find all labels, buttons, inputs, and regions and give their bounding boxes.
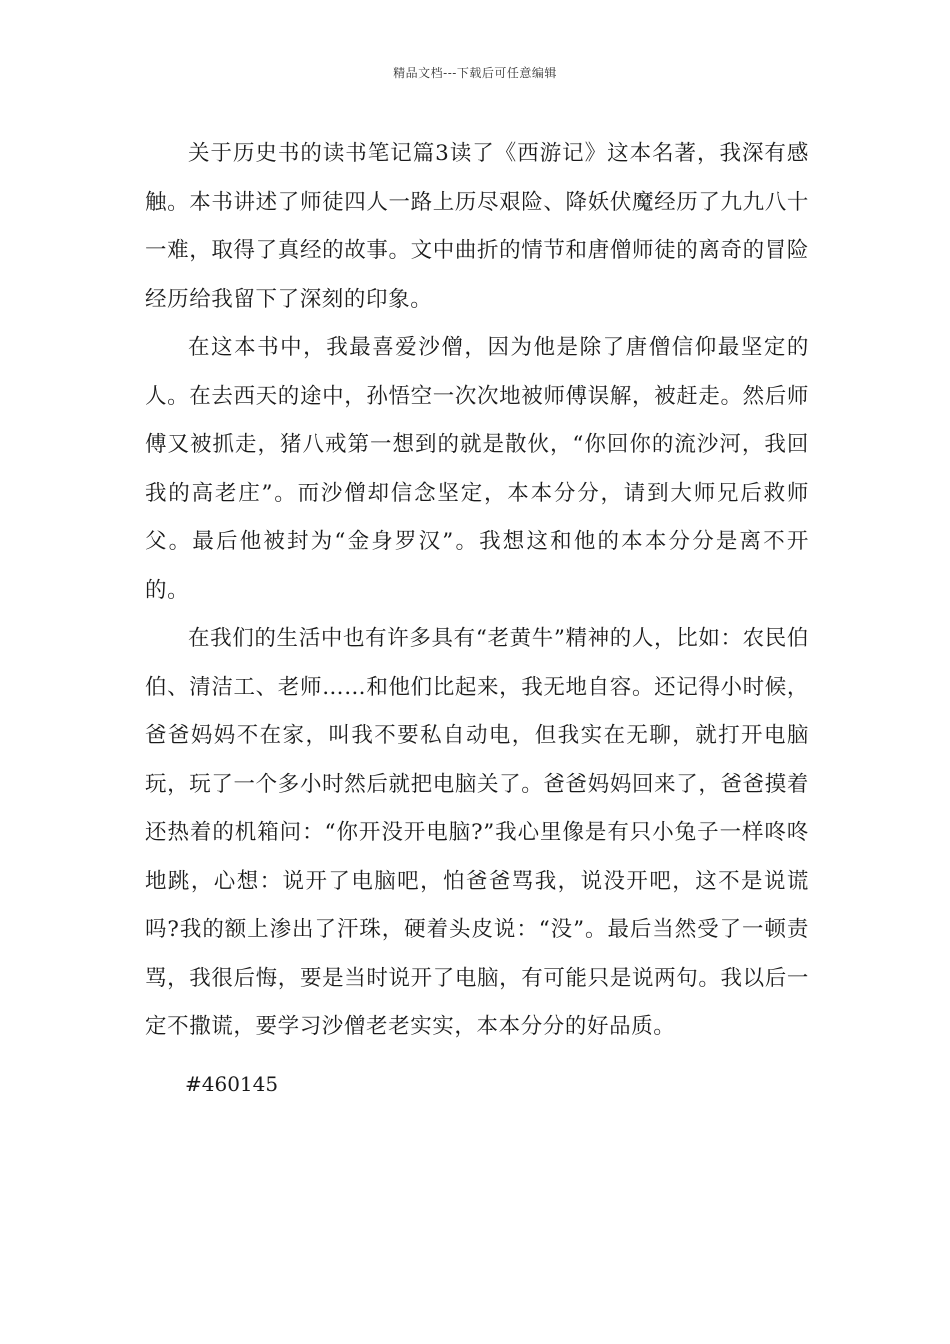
paragraph-1: 关于历史书的读书笔记篇3读了《西游记》这本名著，我深有感触。本书讲述了师徒四人一路上历尽艰险、降妖伏魔经历了九九八十一难，取得了真经的故事。文中曲折的情节和唐僧师徒的离奇的冒险经历给我留下了深刻的印象。 bbox=[145, 141, 809, 312]
page-header: 精品文档---下载后可任意编辑 bbox=[393, 66, 557, 80]
paragraph-3: 在我们的生活中也有许多具有“老黄牛”精神的人，比如：农民伯伯、清洁工、老师……和他们比起来，我无地自容。还记得小时候，爸爸妈妈不在家，叫我不要私自动电，但我实在无聊，就打开电脑玩，玩了一个多小时然后就把电脑关了。爸爸妈妈回来了，爸爸摸着还热着的机箱问：“你开没开电脑?”我心里像是有只小兔子一样咚咚地跳，心想：说开了电脑吧，怕爸爸骂我，说没开吧，这不是说谎吗?我的额上渗出了汗珠，硬着头皮说：“没”。最后当然受了一顿责骂，我很后悔，要是当时说开了电脑，有可能只是说两句。我以后一定不撒谎，要学习沙僧老老实实，本本分分的好品质。 bbox=[145, 626, 809, 1039]
paragraph-2: 在这本书中，我最喜爱沙僧，因为他是除了唐僧信仰最坚定的人。在去西天的途中，孙悟空一次次地被师傅误解，被赶走。然后师傅又被抓走，猪八戒第一想到的就是散伙，“你回你的流沙河，我回我的高老庄”。而沙僧却信念坚定，本本分分，请到大师兄后救师父。最后他被封为“金身罗汉”。我想这和他的本本分分是离不开的。 bbox=[145, 335, 809, 603]
document-id: #460145 bbox=[185, 1071, 279, 1096]
document-body bbox=[145, 130, 809, 1108]
